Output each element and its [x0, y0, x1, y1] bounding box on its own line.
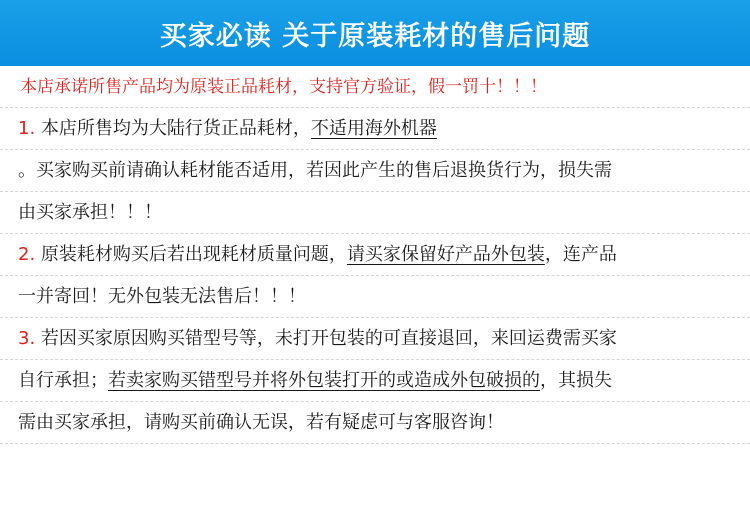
header-banner [0, 0, 750, 66]
banner-title: 买家必读 关于原装耗材的售后问题 [159, 20, 591, 52]
item-3-text: 若因买家原因购买错型号等，未打开包装的可直接退回，来回运费需买家 [40, 328, 617, 349]
item-3-text-end: ，其损失 [540, 370, 612, 391]
item-3-text-start: 自行承担； [18, 370, 108, 391]
item-1-line-1 [0, 108, 750, 150]
item-2-number: 2. [18, 244, 36, 265]
item-2-underlined: 请买家保留好产品外包装 [346, 244, 545, 265]
guarantee-notice: 本店承诺所售产品均为原装正品耗材，支持官方验证，假一罚十！！！ [0, 66, 750, 108]
item-2-text: 原装耗材购买后若出现耗材质量问题， [40, 244, 347, 265]
item-3-underlined: 若卖家购买错型号并将外包装打开的或造成外包破损的 [108, 370, 540, 391]
item-1-line-3: 由买家承担！！！ [0, 192, 750, 234]
item-2-line-1 [0, 234, 750, 276]
item-1-text: 本店所售均为大陆行货正品耗材， [40, 118, 311, 139]
item-1-number: 1. [18, 118, 36, 139]
item-2-line-2: 一并寄回！无外包装无法售后！！！ [0, 276, 750, 318]
item-2-text-end: ，连产品 [544, 244, 617, 265]
item-3-number: 3. [18, 328, 36, 349]
item-3-line-1 [0, 318, 750, 360]
item-1-line-2: 。买家购买前请确认耗材能否适用，若因此产生的售后退换货行为，损失需 [0, 150, 750, 192]
item-3-line-2 [0, 360, 750, 402]
item-1-underlined: 不适用海外机器 [310, 118, 437, 139]
item-3-line-3: 需由买家承担，请购买前确认无误，若有疑虑可与客服咨询！ [0, 402, 750, 444]
